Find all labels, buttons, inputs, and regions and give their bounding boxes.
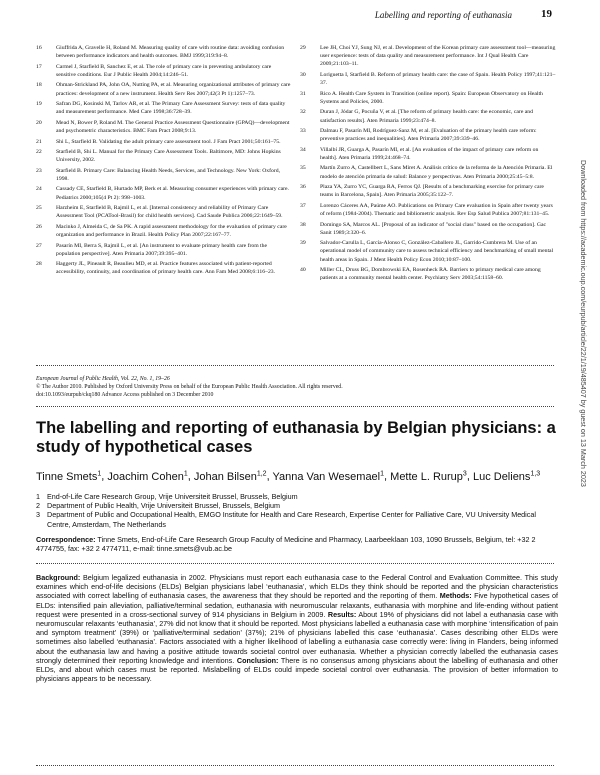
author-name: Luc Deliens — [472, 470, 531, 483]
reference-number: 20 — [36, 119, 42, 126]
reference-number: 40 — [300, 267, 306, 274]
author — [273, 471, 385, 483]
reference-item — [300, 221, 556, 237]
reference-item — [36, 185, 292, 201]
journal-doi: doi:10.1093/eurpub/ckq180 Advance Access published on 3 December 2010 — [36, 392, 214, 399]
correspondence-label: Correspondence: — [36, 535, 96, 544]
reference-text: Loriguetta I, Starfield B. Reform of primary health care: the case of Spain. Health Policy 1997;41:121–37. — [320, 71, 556, 87]
reference-text: Lorenzo Cáceres AA, Paúme AO. Publications on Primary Care evaluation in Spain after twenty years of reform (1984-2004). Thematic and bibliometric analysis. Rev Esp Salud Publica 2007;81:131–45. — [320, 202, 553, 218]
reference-number: 29 — [300, 45, 306, 51]
reference-item — [300, 183, 556, 199]
reference-text: Safran DG, Kosinski M, Tarlov AR, et al. The Primary Care Assessment Survey: tests of data quality and measurement performance. Med Care 1998;36:728–39. — [56, 101, 286, 116]
reference-number: 32 — [300, 109, 306, 116]
reference-number: 16 — [36, 45, 42, 51]
running-title: Labelling and reporting of euthanasia — [374, 10, 512, 20]
reference-item — [300, 71, 556, 87]
author-affiliation-mark: 1 — [97, 470, 102, 477]
reference-number: 39 — [300, 240, 306, 247]
reference-text: Miller CL, Druss BG, Dombrowski EA, Rosenheck RA. Barriers to primary medical care among patients at a community mental health center. Psychiatry Serv 2003;54:1158–60. — [320, 267, 541, 282]
reference-item — [36, 81, 292, 97]
reference-item — [36, 167, 292, 183]
reference-number: 23 — [36, 167, 42, 174]
reference-item — [300, 127, 556, 143]
reference-text: Mead N, Bower P, Roland M. The General Practice Assessment Questionnaire (GPAQ)—development and psychometric characteristics. BMC Fam Pract 2008;9:13. — [56, 119, 290, 135]
reference-text: Pasarín MI, Berra S, Rajmil L, et al. [An instrument to evaluate primary health care from the population perspective]. Aten Primaria 2007;39:395–401. — [56, 242, 268, 257]
author-name: Johan Bilsen — [193, 470, 257, 483]
reference-text: Rico A. Health Care System in Transition (online report). Spain: European Observatory on Health Systems and Policies, 2000. — [320, 90, 543, 105]
reference-number: 26 — [36, 223, 42, 230]
divider-journal — [36, 406, 554, 407]
reference-text: Ohman-Strickland PA, John OA, Nutting PA, et al. Measuring organizational attributes of primary care practices: development of a new instrument. Health Serv Res 2007;42(3 Pt 1):1257–73. — [56, 82, 291, 97]
article-title: The labelling and reporting of euthanasia by Belgian physicians: a study of hypothetical cases — [36, 419, 556, 456]
reference-text: Dalmau F, Pasarín MI, Rodríguez-Sanz M, et al. [Evaluation of the primary health care reform: preventive practices and inequalities]. Aten Primaria 2007;39:339–46. — [320, 128, 537, 143]
reference-number: 31 — [300, 90, 306, 97]
reference-number: 19 — [36, 101, 42, 108]
background-text: Belgium legalized euthanasia in 2002. Physicians must report each euthanasia case to the Federal Control and Evaluation Committee. This study examines which end-of-life decisions (ELDs) Belgian physicians label ‘euthanasia’, which ELDs they think should be reported and the physician characteristics associated with correct labelling of euthanasia cases, the awareness that they should be reported and the reporting of them. — [36, 573, 558, 601]
reference-text: Starfield B. Primary Care: Balancing Health Needs, Services, and Technology. New York: Oxford, 1998. — [56, 167, 281, 182]
reference-text: Domingo SA, Marcos AL. [Proposal of an indicator of "social class" based on the occupation]. Gac Sanit 1989;3:320–6. — [320, 221, 547, 236]
divider-abstract-bottom — [36, 765, 554, 766]
conclusion-text: There is no consensus among physicians about the labelling of euthanasia and other ELDs, and about which cases must be reported. Mislabelling of ELDs could impede societal control over euthanasia. The provision of better information to physicians appears to be necessary. — [36, 655, 558, 684]
author-name: Mette L. Rurup — [390, 470, 463, 483]
abstract — [36, 573, 558, 683]
reference-item — [300, 202, 556, 218]
affiliation-text: Department of Public and Occupational Health, EMGO Institute for Health and Care Research, Expertise Center for Palliative Care, VU University Medical Centre, Amsterdam, The Netherlands — [47, 510, 536, 529]
reference-list — [36, 44, 556, 285]
affiliation-number: 1 — [36, 492, 40, 501]
author-affiliation-mark: 1,3 — [530, 470, 541, 477]
reference-number: 33 — [300, 128, 306, 135]
reference-text: Lee JH, Choi YJ, Sung NJ, et al. Development of the Korean primary care assessment tool—measuring user experience: tests of data quality and measurement performance. Int J Qual Health Care 2009;21:103–11. — [320, 45, 556, 68]
reference-item — [36, 242, 292, 258]
affiliation — [36, 492, 558, 501]
reference-text: Carmel J, Starfield B, Sanchez E, et al. The role of primary care in preventing ambulatory care sensitive conditions. Eur J Public Health 2004;14:246–51. — [56, 63, 272, 78]
author-name: Tinne Smets — [36, 470, 98, 483]
reference-number: 28 — [36, 261, 42, 268]
reference-number: 17 — [36, 63, 42, 70]
author-affiliation-mark: 1,2 — [256, 470, 267, 477]
reference-item — [36, 223, 292, 239]
methods-label: Methods: — [439, 591, 472, 601]
author-affiliation-mark: 1 — [380, 470, 385, 477]
reference-item — [36, 63, 292, 79]
reference-number: 36 — [300, 184, 306, 191]
reference-item — [36, 138, 292, 146]
reference-number: 30 — [300, 71, 306, 78]
author-affiliation-mark: 1 — [183, 470, 188, 477]
author-name: Yanna Van Wesemael — [272, 470, 381, 483]
reference-text: Macinko J, Almeida C, de Sa PK. A rapid assessment methodology for the evaluation of primary care organization and performance in Brazil. Health Policy Plan 2007;22:167–77. — [56, 223, 287, 239]
affiliation — [36, 510, 558, 528]
correspondence-text: Tinne Smets, End-of-Life Care Research Group Faculty of Medicine and Pharmacy, Laarbeeklaan 103, 1090 Brussels, Belgium, tel: +32 2 4774755, fax: +32 2 4774711, e-mail: tinne.smets@vub.ac.be — [36, 535, 536, 554]
author — [36, 471, 101, 483]
reference-number: 35 — [300, 165, 306, 172]
reference-number: 22 — [36, 149, 42, 156]
reference-item — [300, 108, 556, 124]
author-name: Joachim Cohen — [107, 470, 184, 483]
reference-item — [300, 146, 556, 162]
page-number: 19 — [541, 8, 552, 20]
reference-number: 24 — [36, 186, 42, 193]
author — [107, 471, 187, 483]
download-note-text: Downloaded from https://academic.oup.com/eurpub/article/22/1/19/485407 by guest on 13 March 2023 — [579, 160, 588, 487]
running-head — [0, 8, 552, 22]
divider-abstract-top — [36, 563, 554, 564]
reference-text: Harzheim E, Starfield B, Rajmil L, et al. [Internal consistency and reliability of Primary Care Assessment Tool (PCATool-Brasil) for child health services]. Cad Saude Publica 2006;22:1649–59. — [56, 205, 283, 220]
reference-text: Villalbí JR, Guarga A, Pasarín MI, et al. [An evaluation of the impact of primary care reform on health]. Aten Primaria 1999;24:468–74. — [320, 146, 539, 161]
affiliation-text: End-of-Life Care Research Group, Vrije Universiteit Brussel, Brussels, Belgium — [47, 492, 298, 501]
reference-text: Giuffrida A, Gravelle H, Roland M. Measuring quality of care with routine data: avoiding confusion between performance indicators and health outcomes. BMJ 1999;319:94–8. — [56, 45, 285, 60]
author — [194, 471, 267, 483]
reference-item — [300, 44, 556, 69]
author-affiliation-mark: 3 — [462, 470, 467, 477]
results-label: Results: — [327, 609, 357, 619]
reference-text: Shi L, Starfield B. Validating the adult primary care assessment tool. J Fam Pract 2001;50:161–75. — [56, 138, 281, 145]
reference-number: 25 — [36, 205, 42, 212]
reference-column-left — [36, 44, 292, 285]
reference-number: 34 — [300, 146, 306, 153]
reference-text: Haggerty JL, Pineault R, Beaulieu MD, et al. Practice features associated with patient-reported accessibility, continuity, and coordination of primary health care. Ann Fam Med 2008;6:116–23. — [56, 261, 276, 276]
reference-text: Martín Zurro A, Castellbert L, Sans Miret A. Análisis crítico de la reforma de la Atención Primaria. El modelo de atención primaria de salud: Balance y perspectivas. Aten Primaria 2000;25:45–5:8. — [320, 165, 553, 180]
affiliation-number: 2 — [36, 501, 40, 511]
journal-citation: European Journal of Public Health, Vol. 22, No. 1, 19–26 — [36, 376, 170, 382]
reference-number: 38 — [300, 221, 306, 228]
affiliation-list — [36, 492, 558, 529]
methods-text: Five hypothetical cases of ELDs: intensified pain alleviation, palliative/terminal sedation, euthanasia with neuromuscular relaxants, euthanasia with morphine and life-ending without patient request were presented in a cross-sectional survey of 914 physicians in Belgium in 2009. — [36, 591, 558, 619]
reference-item — [36, 44, 292, 60]
results-text: About 19% of physicians did not label a euthanasia case with neuromuscular relaxants ‘euthanasia’, 27% did not know that it should be reported. Most physicians labelled a euthanasia case with morphine ‘intensification of pain and symptom treatment’ (39%) or ‘palliative/terminal sedation’ (37%); 21% of physicians labelled this case ‘euthanasia’. Cases describing other ELDs were sometimes also labelled ‘euthanasia’. Factors associated with a higher likelihood of labelling a euthanasia case correctly were: living in Flanders, being informed about the euthanasia law and having a positive attitude towards societal control over euthanasia. Whether a physician correctly labelled the euthanasia cases strongly determined their reporting knowledge and intentions. — [36, 609, 558, 665]
reference-text: Starfield B, Shi L. Manual for the Primary Care Assessment Tools. Baltimore, MD: Johns Hopkins University, 2002. — [56, 149, 281, 164]
reference-item — [36, 119, 292, 135]
download-note — [572, 160, 588, 640]
reference-item — [300, 164, 556, 180]
reference-text: Salvador-Carulla L, García-Alonso C, González-Caballero JL, Garrido-Cumbrera M. Use of an operational model of community care to assess technical efficiency and benchmarking of small mental health areas in Spain. J Ment Health Policy Econ 2010;10:87–100. — [320, 240, 554, 263]
reference-column-right — [300, 44, 556, 285]
reference-number: 37 — [300, 202, 306, 209]
author — [390, 471, 467, 483]
author — [473, 471, 540, 483]
reference-text: Cassady CE, Starfield B, Hurtado MP, Berk et al. Measuring consumer experiences with primary care. Pediatrics 2000;105(4 Pt 2): 998–1003. — [56, 186, 289, 201]
affiliation-number: 3 — [36, 510, 40, 520]
reference-item — [36, 260, 292, 276]
affiliation — [36, 501, 558, 510]
conclusion-label: Conclusion: — [236, 655, 279, 665]
reference-number: 18 — [36, 82, 42, 89]
reference-item — [36, 148, 292, 164]
author-list: Tinne Smets$^1$, Joachim Cohen$^1$, Johan Bilsen$^{1,2}$, Yanna Van Wesemael$^1$, Mette L. Rurup$^3$, Luc Deliens$^{1,3}$ — [36, 470, 541, 483]
divider-top — [36, 365, 554, 366]
reference-number: 21 — [36, 138, 42, 145]
reference-item — [300, 239, 556, 264]
correspondence — [36, 535, 558, 553]
reference-item — [300, 90, 556, 106]
reference-number: 27 — [36, 242, 42, 249]
journal-copyright: © The Author 2010. Published by Oxford University Press on behalf of the European Public Health Association. All rights reserved. — [36, 384, 343, 391]
reference-text: Duran J, Jódar G, Pocuña V, et al. [The reform of primary health care: the economic, care and satisfaction results]. Aten Primaria 1999;23:474–8. — [320, 109, 533, 124]
reference-item — [36, 100, 292, 116]
reference-item — [36, 204, 292, 220]
reference-text: Plaza YA, Zurro YC, Guarga RA, Ferros QJ. [Results of a benchmarking exercise for primary care teams in Barcelona, Spain]. Aten Primaria 2005;35:122–7. — [320, 184, 544, 199]
journal-info — [36, 375, 556, 400]
affiliation-text: Department of Public Health, Vrije Universiteit Brussel, Brussels, Belgium — [47, 501, 281, 511]
reference-item — [300, 266, 556, 282]
background-label: Background: — [36, 573, 81, 582]
